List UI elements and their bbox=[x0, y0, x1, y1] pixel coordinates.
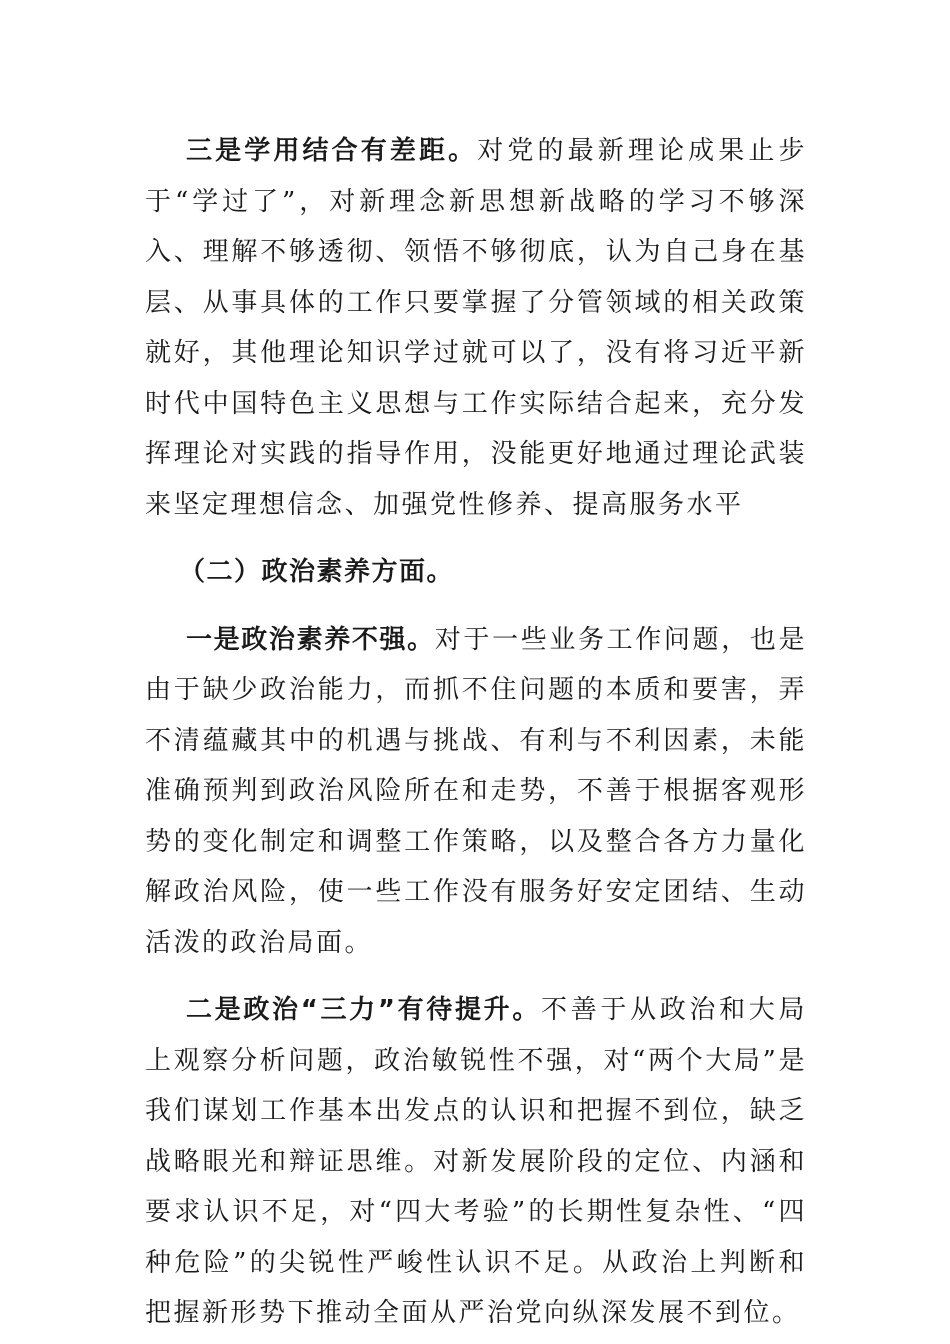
paragraph-lead: 一是政治素养不强。 bbox=[186, 624, 435, 655]
document-body bbox=[145, 126, 807, 1339]
paragraph-text: 不善于从政治和大局上观察分析问题，政治敏锐性不强，对“两个大局”是我们谋划工作基本出发点的认识和把握不到位，缺乏战略眼光和辩证思维。对新发展阶段的定位、内涵和要求认识不足，对“四大考验”的长期性复杂性、“四种危险”的尖锐性严峻性认识不足。从政治上判断和把握新形势下推动全面从严治党向纵深发展不到位。 bbox=[145, 995, 807, 1328]
paragraph-text: 对党的最新理论成果止步于“学过了”，对新理念新思想新战略的学习不够深入、理解不够透彻、领悟不够彻底，认为自己身在基层、从事具体的工作只要掌握了分管领域的相关政策就好，其他理论知识学过就可以了，没有将习近平新时代中国特色主义思想与工作实际结合起来，充分发挥理论对实践的指导作用，没能更好地通过理论武装来坚定理想信念、加强党性修养、提高服务水平 bbox=[145, 136, 807, 520]
paragraph-political-quality bbox=[145, 615, 807, 969]
paragraph-text: 对于一些业务工作问题，也是由于缺少政治能力，而抓不住问题的本质和要害，弄不清蕴藏其中的机遇与挑战、有利与不利因素，未能准确预判到政治风险所在和走势，不善于根据客观形势的变化制定和调整工作策略，以及整合各方力量化解政治风险，使一些工作没有服务好安定团结、生动活泼的政治局面。 bbox=[145, 624, 807, 958]
paragraph-study-application-gap bbox=[145, 126, 807, 530]
paragraph-lead: 二是政治“三力”有待提升。 bbox=[186, 995, 542, 1025]
paragraph-lead: 三是学用结合有差距。 bbox=[186, 136, 478, 166]
paragraph-political-three-abilities bbox=[145, 985, 807, 1339]
section-heading: （二）政治素养方面。 bbox=[179, 557, 455, 587]
